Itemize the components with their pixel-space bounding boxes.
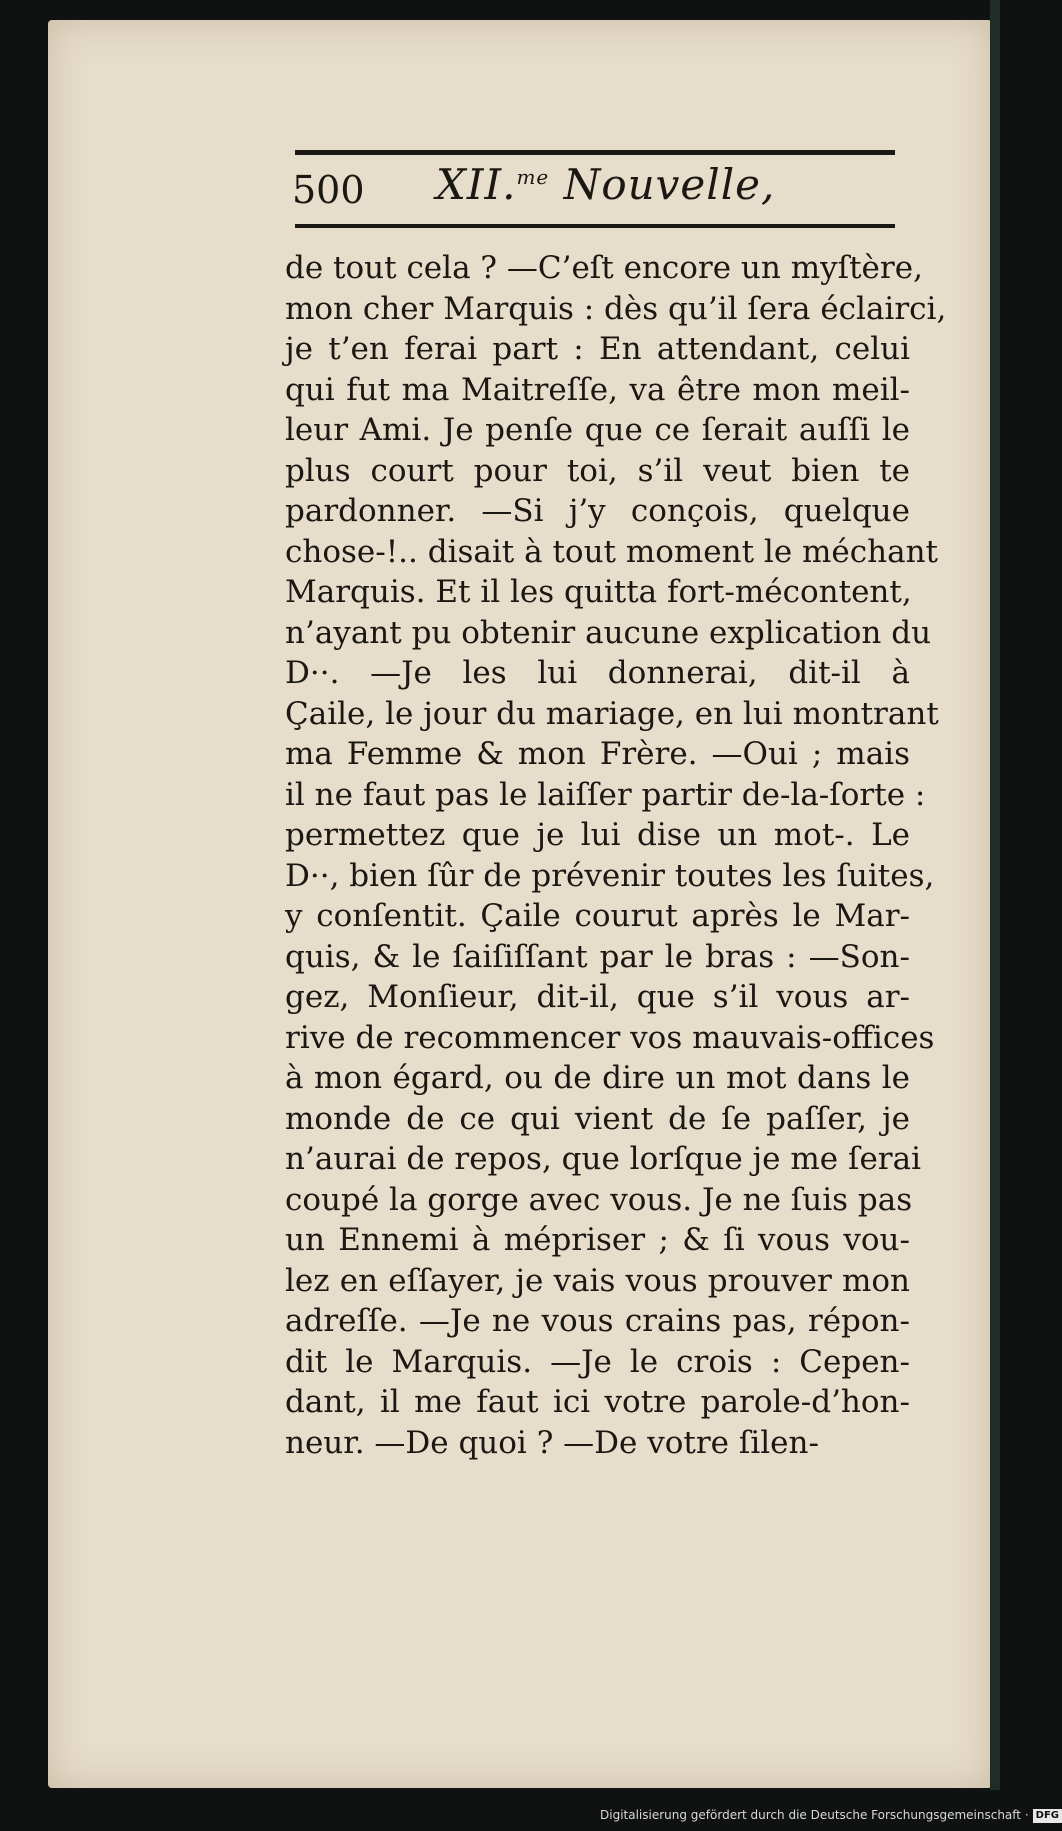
text-line: rive de recommencer vos mauvais-offices — [285, 1019, 935, 1056]
text-line: neur. —De quoi ? —De votre ſilen- — [285, 1424, 819, 1461]
page-edge — [990, 0, 1000, 1790]
text-line: Çaile, le jour du mariage, en lui montrant — [285, 695, 939, 732]
text-line: adreſſe. —Je ne vous crains pas, répon- — [285, 1303, 910, 1339]
text-line: pardonner. —Si j’y conçois, quelque — [285, 493, 910, 529]
running-head-ordinal: me — [516, 165, 550, 189]
running-head-numeral: XII. — [436, 160, 517, 209]
text-line: D··, bien ſûr de prévenir toutes les ſuites, — [285, 857, 935, 894]
text-line: monde de ce qui vient de ſe paſſer, je — [285, 1100, 910, 1137]
text-line: permettez que je lui dise un mot-. Le — [285, 817, 910, 853]
digitization-credit — [600, 1808, 1059, 1828]
text-line: dit le Marquis. —Je le crois : Cepen- — [285, 1343, 910, 1380]
credit-text: Digitalisierung gefördert durch die Deutsche Forschungsgemeinschaft · — [600, 1808, 1029, 1822]
text-line: gez, Monſieur, dit-il, que s’il vous ar- — [285, 979, 910, 1015]
text-line: y conſentit. Çaile courut après le Mar- — [285, 898, 910, 934]
text-line: je t’en ferai part : En attendant, celui — [285, 331, 910, 367]
page-body-text — [285, 248, 947, 1463]
page-header — [288, 160, 898, 220]
dfg-logo: DFG — [1033, 1809, 1062, 1823]
text-line: Marquis. Et il les quitta fort-mécontent, — [285, 574, 912, 610]
text-line: n’ayant pu obtenir aucune explication du — [285, 614, 932, 651]
header-rule-top — [295, 150, 895, 155]
text-line: un Ennemi à mépriser ; & ſi vous vou- — [285, 1222, 910, 1258]
text-line: lez en eſſayer, je vais vous prouver mon — [285, 1262, 910, 1299]
running-head-title: Nouvelle, — [549, 160, 776, 209]
text-line: qui fut ma Maitreſſe, va être mon meil- — [285, 371, 910, 408]
text-line: dant, il me faut ici votre parole-d’hon- — [285, 1384, 910, 1420]
text-line: ma Femme & mon Frère. —Oui ; mais — [285, 736, 910, 772]
text-line: il ne faut pas le laiſſer partir de-la-ſorte : — [285, 776, 926, 813]
text-line: D··. —Je les lui donnerai, dit-il à — [285, 655, 910, 691]
text-line: mon cher Marquis : dès qu’il ſera éclairci, — [285, 290, 947, 327]
text-line: à mon égard, ou de dire un mot dans le — [285, 1060, 910, 1096]
text-line: n’aurai de repos, que lorſque je me ſerai — [285, 1141, 921, 1177]
page-number: 500 — [292, 168, 365, 212]
text-line: coupé la gorge avec vous. Je ne ſuis pas — [285, 1181, 913, 1218]
text-line: de tout cela ? —C’eſt encore un myſtère, — [285, 250, 923, 286]
running-head — [436, 160, 775, 209]
text-line: chose-!.. disait à tout moment le méchant — [285, 533, 939, 570]
text-line: leur Ami. Je penſe que ce ſerait auſſi le — [285, 412, 910, 448]
header-rule-bottom — [295, 224, 895, 228]
text-line: quis, & le ſaiſiſſant par le bras : —Son- — [285, 938, 910, 975]
text-line: plus court pour toi, s’il veut bien te — [285, 452, 910, 489]
